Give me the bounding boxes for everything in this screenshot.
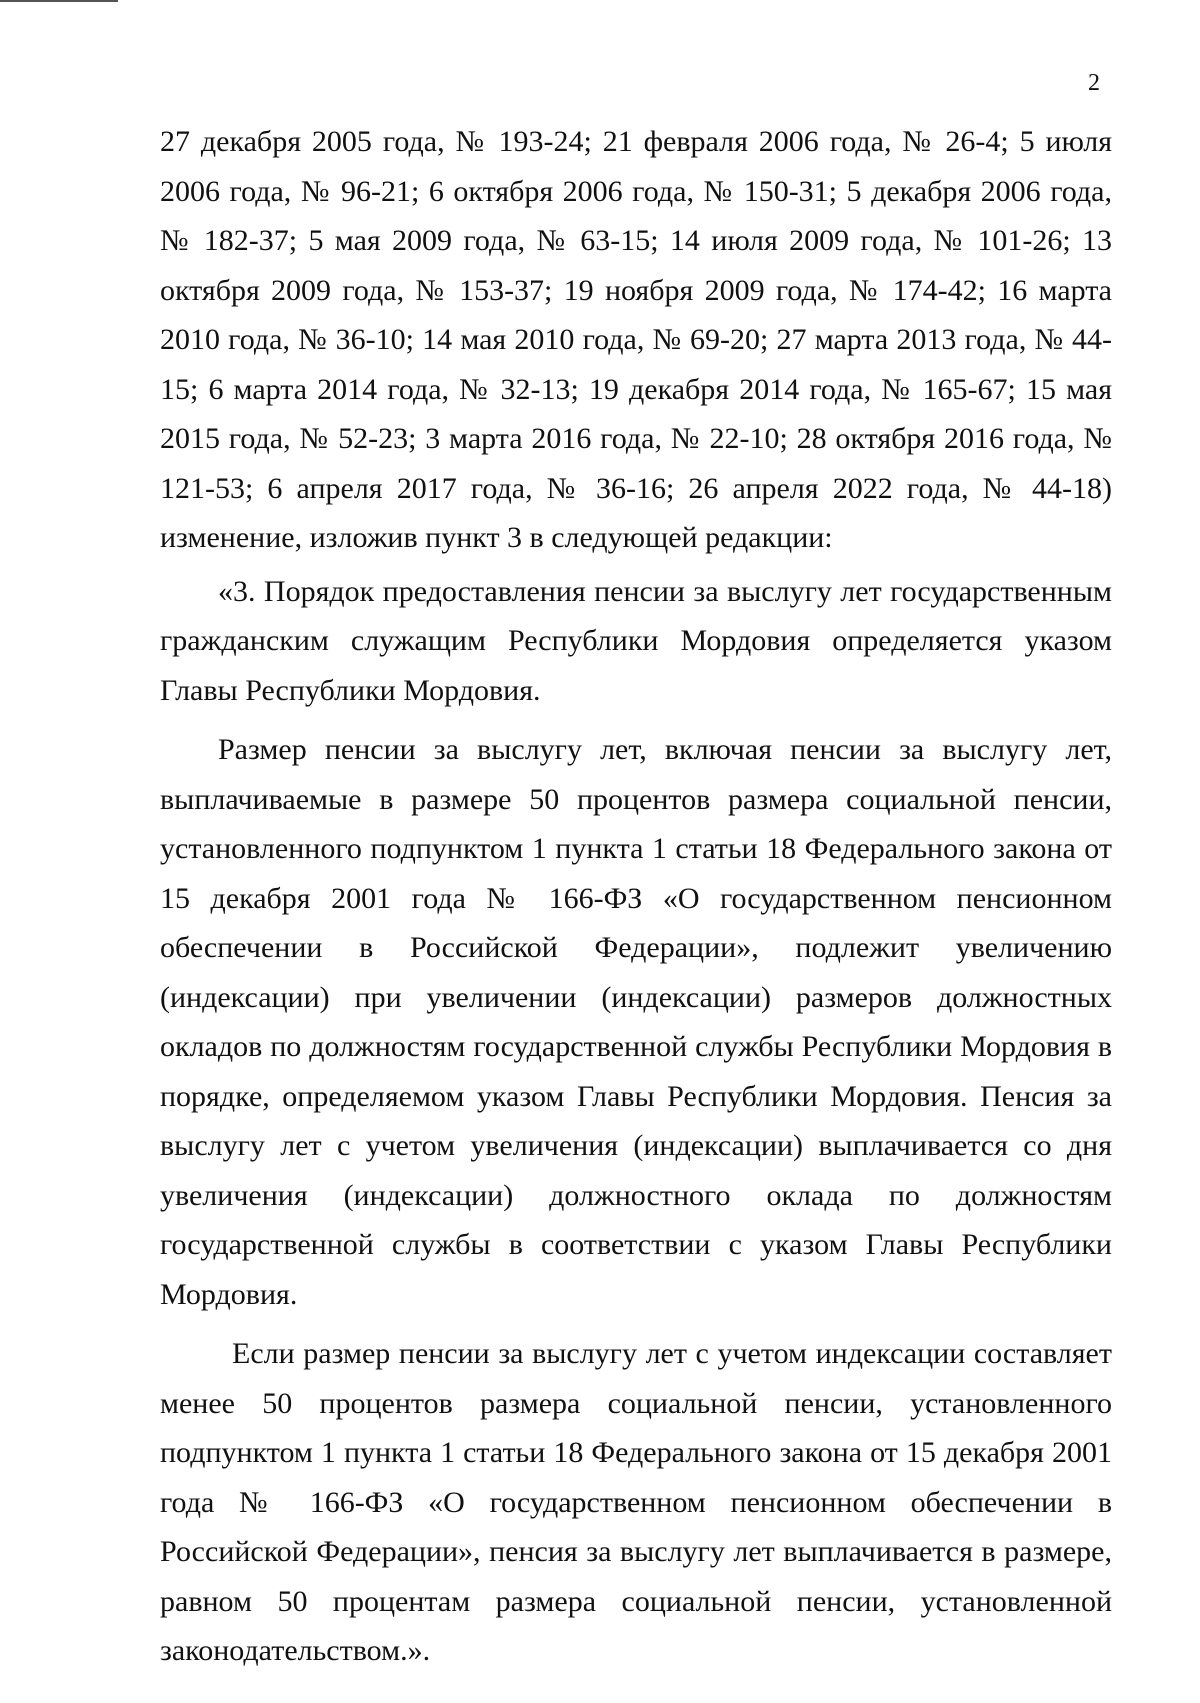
document-body (160, 117, 1112, 1676)
paragraph-amendment-list: 27 декабря 2005 года, № 193-24; 21 февраля 2006 года, № 26-4; 5 июля 2006 года, № 96-21; 6 октября 2006 года, № 150-31; 5 декабря 2006 года, № 182-37; 5 мая 2009 года, № 63-15; 14 июля 2009 года, № 101-26; 13 октября 2009 года, № 153-37; 19 ноября 2009 года, № 174-42; 16 марта 2010 года, № 36-10; 14 мая 2010 года, № 69-20; 27 марта 2013 года, № 44-15; 6 марта 2014 года, № 32-13; 19 декабря 2014 года, № 165-67; 15 мая 2015 года, № 52-23; 3 марта 2016 года, № 22-10; 28 октября 2016 года, № 121-53; 6 апреля 2017 года, № 36-16; 26 апреля 2022 года, № 44-18) изменение, изложив пункт 3 в следующей редакции: (160, 125, 1112, 554)
paragraph-point-3: «3. Порядок предоставления пенсии за выслугу лет государственным гражданским служащим Республики Мордовия определяется указом Главы Республики Мордовия. (160, 574, 1112, 707)
paragraph-minimum-pension: Если размер пенсии за выслугу лет с учетом индексации составляет менее 50 процентов размера социальной пенсии, установленного подпунктом 1 пункта 1 статьи 18 Федерального закона от 15 декабря 2001 года № 166-ФЗ «О государственном пенсионном обеспечении в Российской Федерации», пенсия за выслугу лет выплачивается в размере, равном 50 процентам размера социальной пенсии, установленной законодательством.». (160, 1337, 1112, 1667)
page-number: 2 (1088, 70, 1100, 96)
scan-edge-line (0, 0, 118, 2)
paragraph-pension-size: Размер пенсии за выслугу лет, включая пенсии за выслугу лет, выплачиваемые в размере 50 процентов размера социальной пенсии, установленного подпунктом 1 пункта 1 статьи 18 Федерального закона от 15 декабря 2001 года № 166-ФЗ «О государственном пенсионном обеспечении в Российской Федерации», подлежит увеличению (индексации) при увеличении (индексации) размеров должностных окладов по должностям государственной службы Республики Мордовия в порядке, определяемом указом Главы Республики Мордовия. Пенсия за выслугу лет с учетом увеличения (индексации) выплачивается со дня увеличения (индексации) должностного оклада по должностям государственной службы в соответствии с указом Главы Республики Мордовия. (160, 733, 1112, 1311)
